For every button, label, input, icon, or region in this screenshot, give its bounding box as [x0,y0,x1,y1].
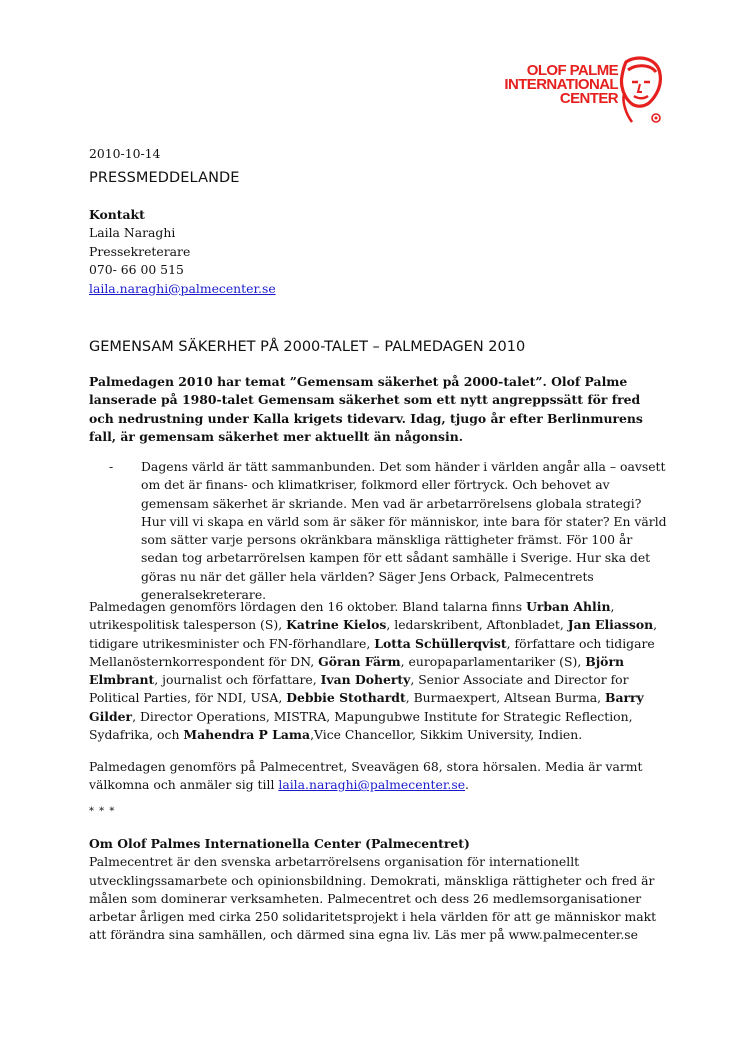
venue-text: Palmedagen genomförs på Palmecentret, Sveavägen 68, stora hörsalen. Media är varmt välkomna och anmäler sig till [89,759,643,793]
document-type: PRESSMEDDELANDE [89,170,240,186]
speaker-desc: , Director Operations, MISTRA, Mapungubwe Institute for Strategic Reflection, Sydafrika, och [89,708,633,743]
headline: GEMENSAM SÄKERHET PÅ 2000-TALET – PALMEDAGEN 2010 [89,339,526,355]
olof-palme-logo [464,56,664,136]
logo-line-3: CENTER [559,90,618,107]
speaker-name: Göran Färm [318,653,401,669]
quote-bullet [109,458,669,604]
about-heading: Om Olof Palmes Internationella Center (Palmecentret) [89,836,470,851]
speaker-name: Katrine Kielos [286,617,387,633]
speaker-name: Barry Gilder [89,690,644,724]
contact-phone: 070- 66 00 515 [89,262,184,278]
contact-email-link[interactable]: laila.naraghi@palmecenter.se [89,280,276,296]
speaker-desc: , europaparlamentariker (S), [400,653,586,669]
speaker-desc: , ledarskribent, Aftonbladet, [386,617,568,633]
speaker-name: Björn Elmbrant [89,653,624,688]
speaker-desc: , Senior Associate and Director for Political Parties, för NDI, USA, [89,672,629,706]
speaker-desc: , journalist och författare, [154,672,321,688]
speaker-desc: ,Vice Chancellor, Sikkim University, Indien. [310,727,583,743]
speakers-paragraph [89,598,659,744]
venue-paragraph [89,758,659,795]
section-separator: * * * [89,806,116,817]
speaker-name: Debbie Stothardt [286,690,406,706]
speaker-desc: , utrikespolitisk talesperson (S), [89,599,615,633]
palme-portrait-icon [616,56,664,128]
contact-heading: Kontakt [89,207,145,222]
speaker-name: Mahendra P Lama [183,727,311,743]
about-section [89,835,669,945]
logo-line-1: OLOF PALME [526,62,618,79]
speaker-desc: , författare och tidigare Mellanösternkorrespondent för DN, [89,635,655,669]
speaker-name: Lotta Schüllerqvist [374,635,507,651]
contact-name: Laila Naraghi [89,225,176,241]
venue-email-link[interactable]: laila.naraghi@palmecenter.se [278,777,466,793]
logo-line-2: INTERNATIONAL [504,76,618,93]
bullet-dash: - [109,459,114,474]
logo-wordmark [504,64,618,106]
contact-block [89,206,276,298]
lead-paragraph: Palmedagen 2010 har temat ”Gemensam säkerhet på 2000-talet”. Olof Palme lanserade på 1980-talet Gemensam säkerhet som ett nytt angreppssätt för fred och nedrustning under Kalla krigets tidevarv. Idag, tjugo år efter Berlinmurens fall, är gemensam säkerhet mer aktuellt än någonsin. [89,374,643,444]
speaker-name: Jan Eliasson [567,617,654,633]
venue-end: . [465,777,469,793]
contact-title: Pressekreterare [89,243,191,259]
quote-text: Dagens värld är tätt sammanbunden. Det som händer i världen angår alla – oavsett om det är finans- och klimatkriser, folkmord eller förtryck. Och behovet av gemensam säkerhet är skriande. Men vad är arbetarrörelsens globala strategi? Hur vill vi skapa en värld som är säker för människor, inte bara för stater? En värld som sätter varje persons okränkbara mänskliga rättigheter främst. För 100 år sedan tog arbetarrörelsen kampen för ett sådant samhälle i Sverige. Hur ska det göras nu när det gäller hela världen? Säger Jens Orback, Palmecentrets generalsekreterare. [141,459,667,603]
speaker-desc: , Burmaexpert, Altsean Burma, [405,690,605,706]
release-date: 2010-10-14 [89,146,161,161]
speaker-desc: , tidigare utrikesminister och FN-förhandlare, [89,617,658,651]
speaker-name: Urban Ahlin [526,599,611,614]
speaker-name: Ivan Doherty [320,672,411,688]
about-text: Palmecentret är den svenska arbetarrörelsens organisation för internationellt utvecklingssamarbete och opinionsbildning. Demokrati, mänskliga rättigheter och fred är målen som dominerar verksamheten. Palmecentret och dess 26 medlemsorganisationer arbetar årligen med cirka 250 solidaritetsprojekt i hela världen för att ge människor makt att förändra sina samhällen, och därmed sina egna liv. Läs mer på www.palmecenter.se [89,854,657,943]
speakers-intro: Palmedagen genomförs lördagen den 16 oktober. Bland talarna finns [89,599,527,614]
